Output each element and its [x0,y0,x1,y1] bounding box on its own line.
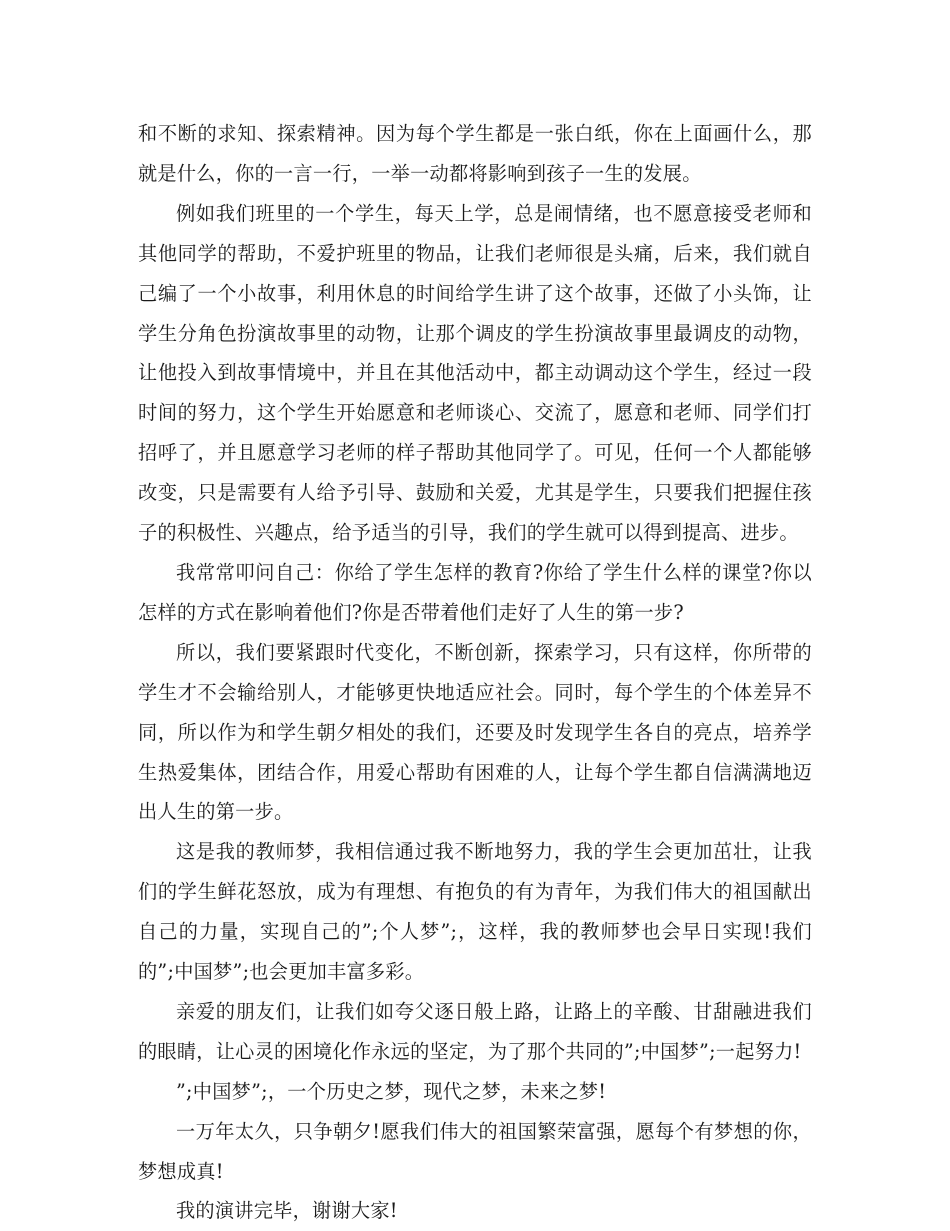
paragraph-1: 和不断的求知、探索精神。因为每个学生都是一张白纸，你在上面画什么，那就是什么，你的一言一行，一举一动都将影响到孩子一生的发展。 [138,122,812,185]
paragraph-5: 这是我的教师梦，我相信通过我不断地努力，我的学生会更加茁壮，让我们的学生鲜花怒放，成为有理想、有抱负的有为青年，为我们伟大的祖国献出自己的力量，实现自己的”;个人梦”;，这样，我的教师梦也会早日实现!我们的”;中国梦”;也会更加丰富多彩。 [138,840,812,984]
paragraph-9: 我的演讲完毕，谢谢大家! [176,1199,398,1223]
paragraph-3: 我常常叩问自己：你给了学生怎样的教育?你给了学生什么样的课堂?你以怎样的方式在影响着他们?你是否带着他们走好了人生的第一步? [138,560,812,624]
paragraph-4: 所以，我们要紧跟时代变化，不断创新，探索学习，只有这样，你所带的学生才不会输给别人，才能够更快地适应社会。同时，每个学生的个体差异不同，所以作为和学生朝夕相处的我们，还要及时发现学生各自的亮点，培养学生热爱集体，团结合作，用爱心帮助有困难的人，让每个学生都自信满满地迈出人生的第一步。 [138,640,812,824]
paragraph-8: 一万年太久，只争朝夕!愿我们伟大的祖国繁荣富强，愿每个有梦想的你，梦想成真! [138,1119,812,1183]
paragraph-2: 例如我们班里的一个学生，每天上学，总是闹情绪，也不愿意接受老师和其他同学的帮助，不爱护班里的物品，让我们老师很是头痛，后来，我们就自己编了一个小故事，利用休息的时间给学生讲了这个故事，还做了小头饰，让学生分角色扮演故事里的动物，让那个调皮的学生扮演故事里最调皮的动物，让他投入到故事情境中，并且在其他活动中，都主动调动这个学生，经过一段时间的努力，这个学生开始愿意和老师谈心、交流了，愿意和老师、同学们打招呼了，并且愿意学习老师的样子帮助其他同学了。可见，任何一个人都能够改变，只是需要有人给予引导、鼓励和关爱，尤其是学生，只要我们把握住孩子的积极性、兴趣点，给予适当的引导，我们的学生就可以得到提高、进步。 [138,201,812,545]
paragraph-7: ”;中国梦”;，一个历史之梦，现代之梦，未来之梦! [176,1079,607,1103]
paragraph-6: 亲爱的朋友们，让我们如夸父逐日般上路，让路上的辛酸、甘甜融进我们的眼睛，让心灵的困境化作永远的坚定，为了那个共同的”;中国梦”;一起努力! [138,999,812,1063]
